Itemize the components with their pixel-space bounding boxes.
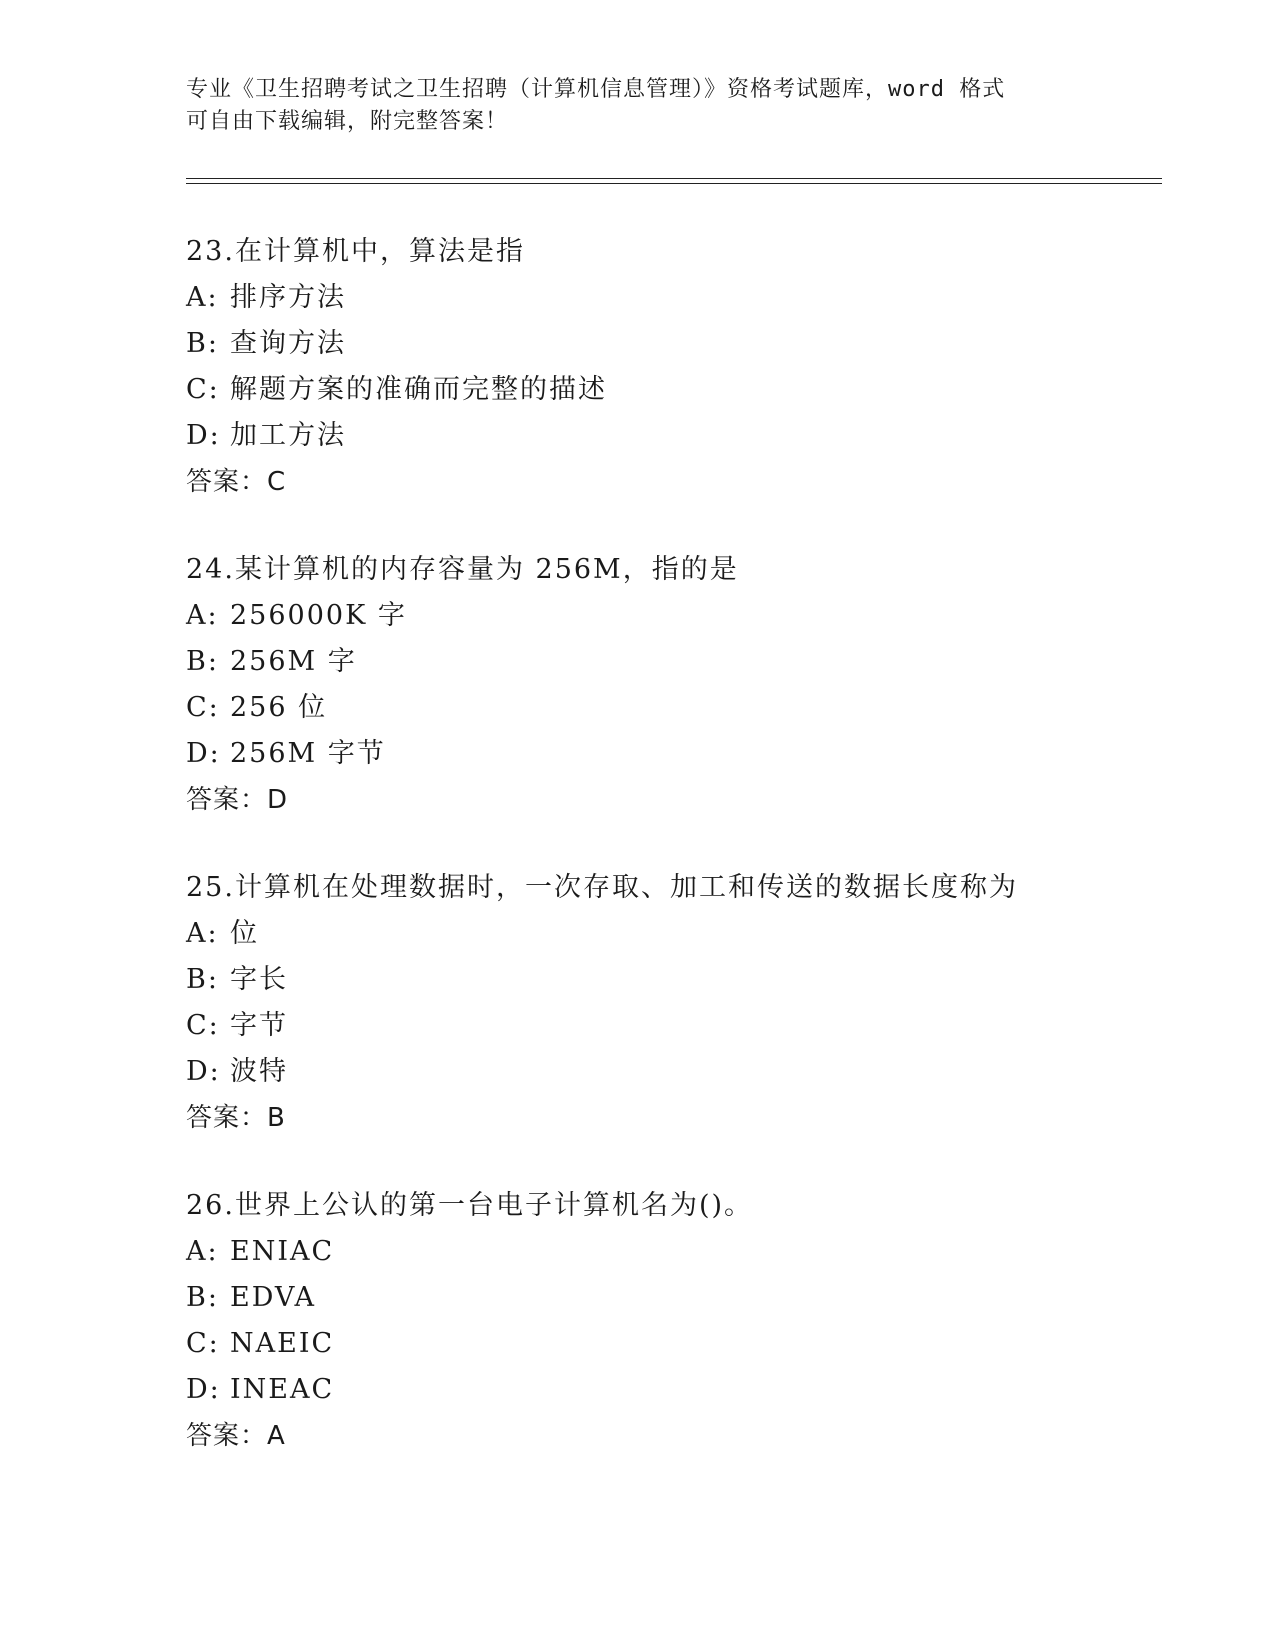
option-text: 查询方法 xyxy=(230,328,346,359)
question-stem: 24.某计算机的内存容量为 256M，指的是 xyxy=(186,554,739,585)
option-c xyxy=(186,685,1186,731)
option-c xyxy=(186,367,1186,413)
option-text: 256M 字节 xyxy=(230,738,386,769)
option-text: 256000K 字 xyxy=(230,600,407,631)
option-text: NAEIC xyxy=(230,1328,335,1359)
answer: 答案：C xyxy=(186,467,287,497)
question-26 xyxy=(186,1183,1186,1459)
option-d xyxy=(186,1367,1186,1413)
option-b xyxy=(186,639,1186,685)
option-letter: A: xyxy=(186,1236,219,1267)
option-text: 256 位 xyxy=(230,692,328,723)
option-letter: B: xyxy=(186,646,219,677)
question-stem: 26.世界上公认的第一台电子计算机名为()。 xyxy=(186,1190,754,1221)
answer: 答案：A xyxy=(186,1421,286,1451)
option-letter: D: xyxy=(186,1056,221,1087)
option-letter: C: xyxy=(186,1010,220,1041)
header-divider-bottom xyxy=(186,183,1162,184)
option-text: INEAC xyxy=(230,1374,335,1405)
option-letter: C: xyxy=(186,1328,220,1359)
answer: 答案：B xyxy=(186,1103,286,1133)
option-c xyxy=(186,1321,1186,1367)
option-letter: B: xyxy=(186,964,219,995)
option-c xyxy=(186,1003,1186,1049)
option-a xyxy=(186,911,1186,957)
option-text: 256M 字 xyxy=(230,646,357,677)
option-a xyxy=(186,275,1186,321)
option-letter: D: xyxy=(186,738,221,769)
option-a xyxy=(186,1229,1186,1275)
option-text: 波特 xyxy=(230,1056,288,1087)
answer: 答案：D xyxy=(186,785,289,815)
question-stem: 25.计算机在处理数据时，一次存取、加工和传送的数据长度称为 xyxy=(186,872,1018,903)
option-text: 位 xyxy=(230,918,259,949)
question-24 xyxy=(186,547,1186,823)
option-letter: A: xyxy=(186,600,219,631)
option-b xyxy=(186,321,1186,367)
option-d xyxy=(186,413,1186,459)
option-b xyxy=(186,1275,1186,1321)
option-text: 加工方法 xyxy=(230,420,346,451)
option-d xyxy=(186,1049,1186,1095)
option-letter: D: xyxy=(186,420,221,451)
option-d xyxy=(186,731,1186,777)
question-stem: 23.在计算机中，算法是指 xyxy=(186,236,525,267)
option-letter: D: xyxy=(186,1374,221,1405)
option-letter: A: xyxy=(186,918,219,949)
option-text: 解题方案的准确而完整的描述 xyxy=(230,374,607,405)
option-letter: C: xyxy=(186,692,220,723)
option-letter: B: xyxy=(186,328,219,359)
document-header xyxy=(186,74,1086,138)
option-text: 字长 xyxy=(230,964,288,995)
option-text: ENIAC xyxy=(230,1236,335,1267)
header-line-2: 可自由下载编辑，附完整答案！ xyxy=(186,109,509,134)
option-b xyxy=(186,957,1186,1003)
option-text: EDVA xyxy=(230,1282,317,1313)
question-25 xyxy=(186,865,1186,1141)
option-letter: B: xyxy=(186,1282,219,1313)
header-divider-top xyxy=(186,178,1162,179)
option-letter: C: xyxy=(186,374,220,405)
header-line-1: 专业《卫生招聘考试之卫生招聘（计算机信息管理）》资格考试题库，word 格式 xyxy=(186,77,1006,102)
option-letter: A: xyxy=(186,282,219,313)
question-23 xyxy=(186,229,1186,505)
option-a xyxy=(186,593,1186,639)
option-text: 排序方法 xyxy=(230,282,346,313)
option-text: 字节 xyxy=(230,1010,288,1041)
